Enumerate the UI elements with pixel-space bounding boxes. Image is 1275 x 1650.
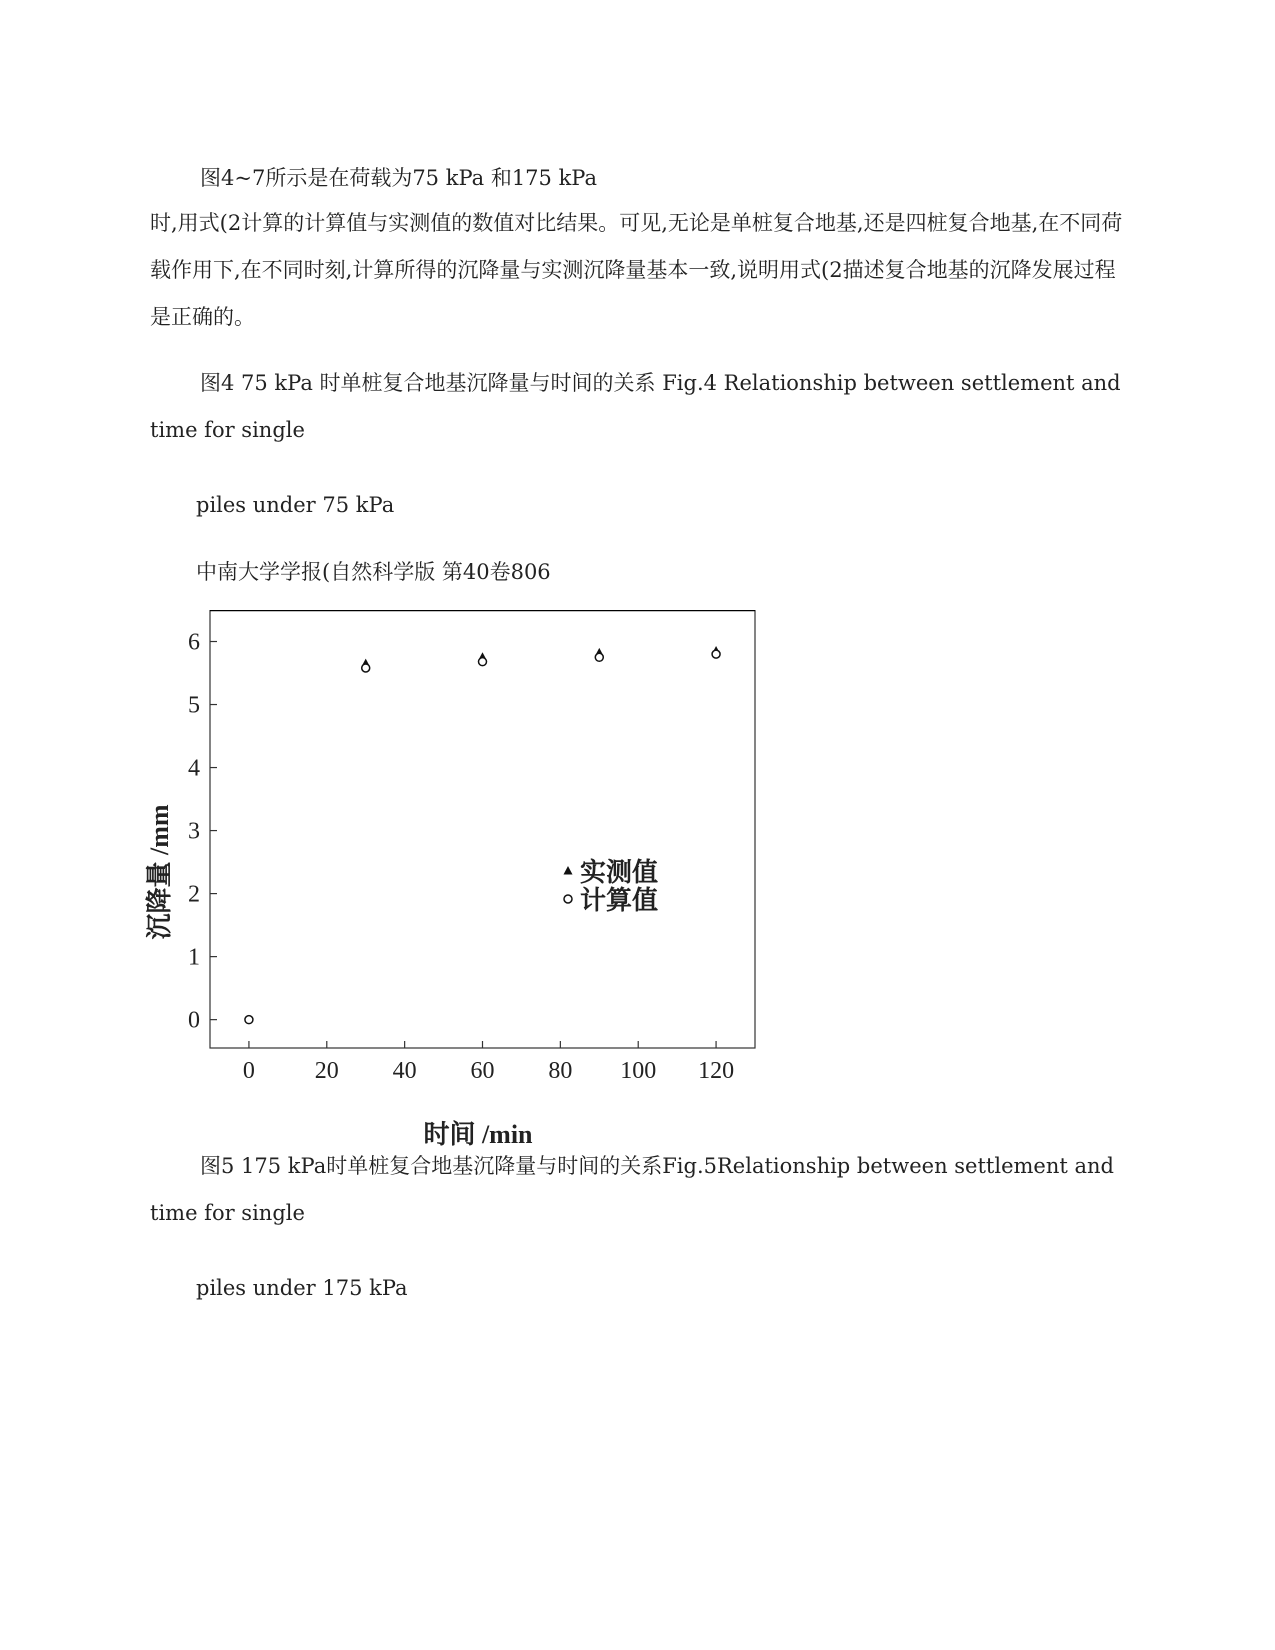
legend-circle-icon	[564, 895, 572, 903]
x-axis-label: 时间 /min	[423, 1120, 533, 1149]
y-tick-label: 5	[188, 692, 200, 719]
legend-measured-label: 实测值	[580, 858, 659, 887]
fig5-caption-continued: piles under 175 kPa	[196, 1276, 408, 1300]
intro-line: 图4~7所示是在荷载为75 kPa 和175 kPa	[200, 166, 598, 190]
plot-area	[188, 610, 755, 1084]
fig5-caption: 图5 175 kPa时单桩复合地基沉降量与时间的关系Fig.5Relationship between settlement and time for single	[150, 1154, 1114, 1225]
journal-header: 中南大学学报(自然科学版 第40卷806	[196, 560, 551, 584]
x-tick-label: 120	[698, 1058, 735, 1084]
x-tick-label: 40	[392, 1058, 417, 1084]
calculated-point	[595, 653, 603, 661]
x-tick-label: 100	[620, 1058, 657, 1084]
plot-frame	[210, 610, 755, 1048]
calculated-point	[712, 650, 720, 658]
y-tick-label: 6	[188, 629, 200, 656]
fig4-caption: 图4 75 kPa 时单桩复合地基沉降量与时间的关系 Fig.4 Relationship between settlement and time for single	[150, 371, 1121, 442]
body-paragraph: 时,用式(2计算的计算值与实测值的数值对比结果。可见,无论是单桩复合地基,还是四桩复合地基,在不同荷载作用下,在不同时刻,计算所得的沉降量与实测沉降量基本一致,说明用式(2描述复合地基的沉降发展过程是正确的。	[150, 211, 1123, 329]
y-axis-label: 沉降量 /mm	[145, 804, 174, 940]
y-tick-label: 1	[188, 944, 200, 971]
calculated-point	[479, 658, 487, 666]
y-tick-label: 2	[188, 881, 200, 908]
y-tick-label: 4	[188, 755, 200, 782]
fig4-caption-continued: piles under 75 kPa	[196, 493, 395, 517]
x-tick-label: 80	[548, 1058, 573, 1084]
y-tick-label: 3	[188, 818, 200, 845]
calculated-point	[245, 1016, 253, 1024]
settlement-time-chart	[140, 610, 780, 1150]
legend-calculated-label: 计算值	[580, 886, 659, 915]
x-tick-label: 0	[242, 1058, 255, 1084]
y-tick-label: 0	[188, 1007, 200, 1034]
x-tick-label: 20	[314, 1058, 339, 1084]
calculated-point	[362, 664, 370, 672]
x-tick-label: 60	[470, 1058, 495, 1084]
legend-triangle-icon	[564, 866, 573, 875]
